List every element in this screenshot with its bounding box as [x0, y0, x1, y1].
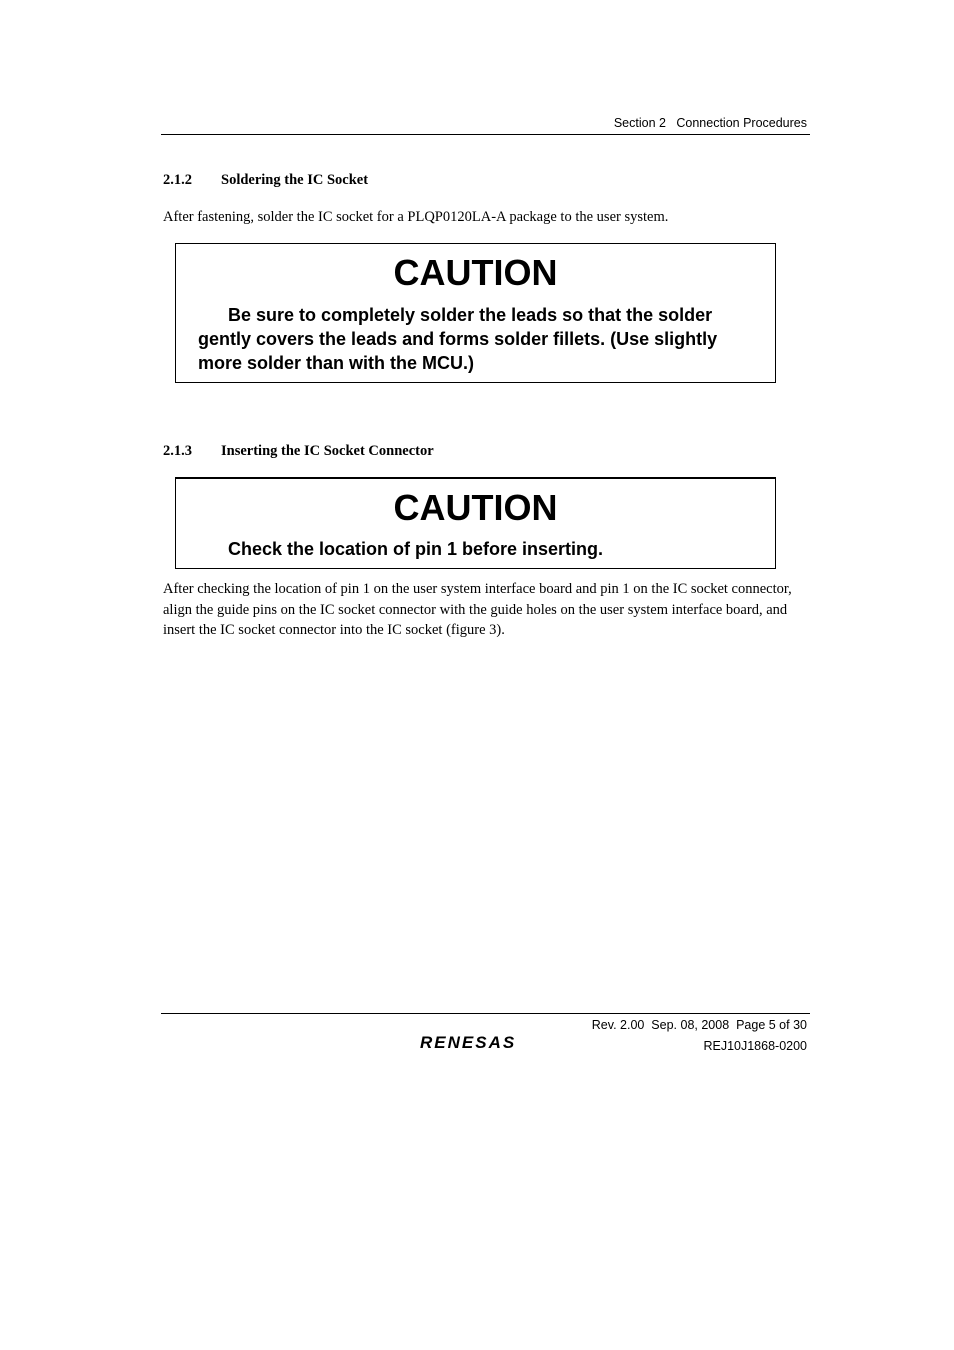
- caution-text: Check the location of pin 1 before inserting.: [228, 539, 604, 559]
- footer-doc-number: REJ10J1868-0200: [703, 1039, 807, 1053]
- footer-rule: [161, 1013, 810, 1014]
- caution-title: CAUTION: [393, 487, 558, 528]
- section-number: 2.1.3: [163, 443, 192, 459]
- caution-box-pin1: [175, 477, 776, 569]
- renesas-logo-text: RENESAS: [420, 1033, 517, 1052]
- section-number: 2.1.2: [163, 172, 192, 188]
- soldering-paragraph: After fastening, solder the IC socket for a PLQP0120LA-A package to the user system.: [163, 209, 669, 225]
- renesas-logo: [418, 1031, 536, 1053]
- inserting-paragraph: After checking the location of pin 1 on the user system interface board and pin 1 on the IC socket connector, align the guide pins on the IC socket connector with the guide holes on the user system interface board, and insert the IC socket connector into the IC socket (figure 3).: [163, 581, 792, 638]
- section-heading-2-1-3: [163, 443, 434, 460]
- section-title: Soldering the IC Socket: [221, 172, 369, 188]
- section-title: Inserting the IC Socket Connector: [221, 443, 434, 459]
- footer-revision: Rev. 2.00 Sep. 08, 2008 Page 5 of 30: [591, 1018, 807, 1032]
- caution-title: CAUTION: [393, 252, 558, 293]
- running-header: Section 2 Connection Procedures: [613, 116, 807, 130]
- section-heading-2-1-2: [163, 172, 368, 189]
- caution-text: Be sure to completely solder the leads so that the solder gently covers the leads and forms solder fillets. (Use slightly more solder than with the MCU.): [198, 305, 718, 373]
- header-rule: [161, 134, 810, 135]
- caution-box-solder: [175, 243, 776, 383]
